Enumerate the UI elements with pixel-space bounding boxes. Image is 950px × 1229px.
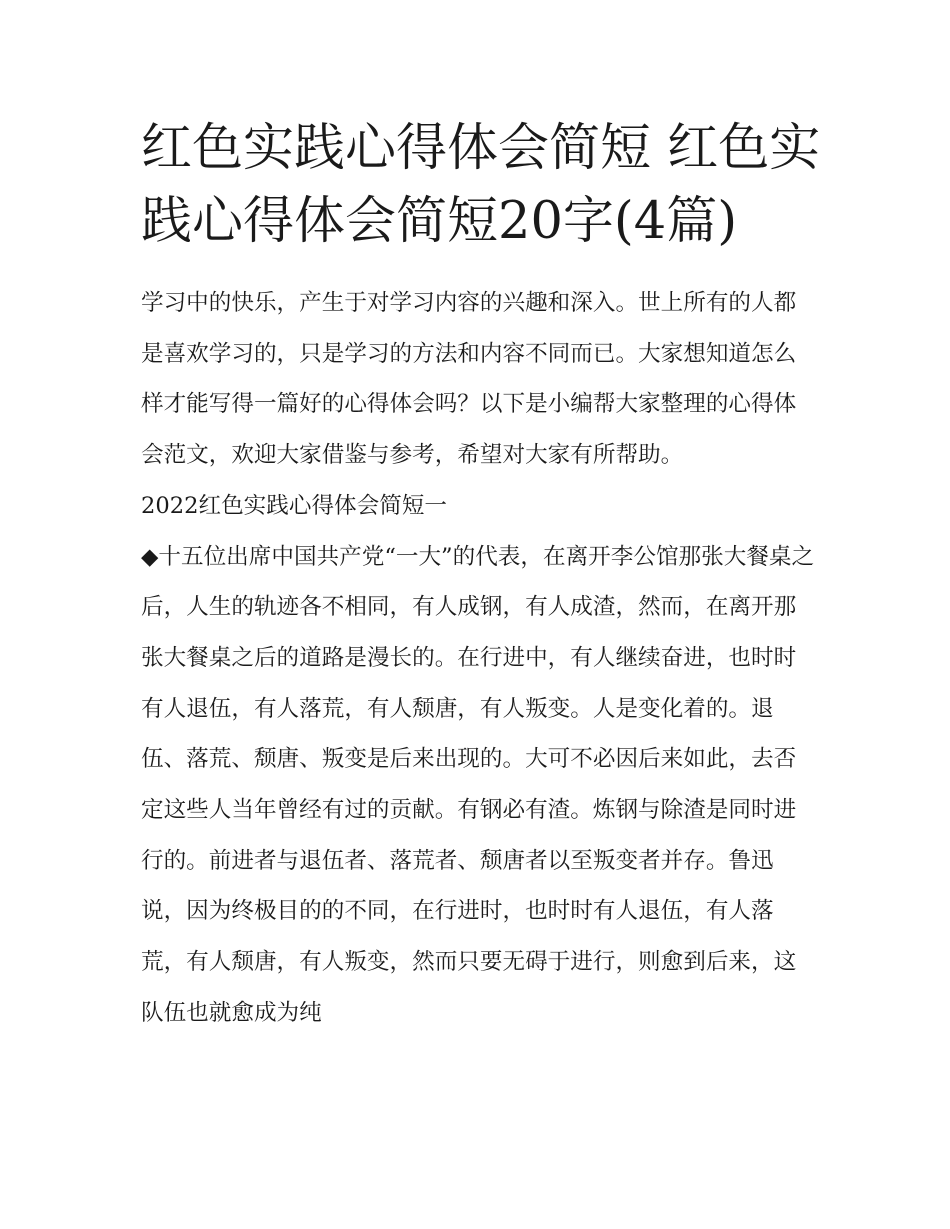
intro-paragraph: 学习中的快乐，产生于对学习内容的兴趣和深入。世上所有的人都是喜欢学习的，只是学习的方法和内容不同而已。大家想知道怎么样才能写得一篇好的心得体会吗？以下是小编帮大家整理的心得体会范文，欢迎大家借鉴与参考，希望对大家有所帮助。 xyxy=(141,290,797,469)
document-title: 红色实践心得体会简短 红色实践心得体会简短20字(4篇) xyxy=(141,119,821,251)
section-paragraph: ◆十五位出席中国共产党“一大”的代表，在离开李公馆那张大餐桌之后，人生的轨迹各不相同，有人成钢，有人成渣，然而，在离开那张大餐桌之后的道路是漫长的。在行进中，有人继续奋进，也时时有人退伍，有人落荒，有人颓唐，有人叛变。人是变化着的。退伍、落荒、颓唐、叛变是后来出现的。大可不必因后来如此，去否定这些人当年曾经有过的贡献。有钢必有渣。炼钢与除渣是同时进行的。前进者与退伍者、落荒者、颓唐者以至叛变者并存。鲁迅说，因为终极目的的不同，在行进时，也时时有人退伍，有人落荒，有人颓唐，有人叛变，然而只要无碍于进行，则愈到后来，这队伍也就愈成为纯 xyxy=(141,543,815,1026)
document-body xyxy=(141,278,816,1039)
section-heading: 2022红色实践心得体会简短一 xyxy=(141,492,448,519)
